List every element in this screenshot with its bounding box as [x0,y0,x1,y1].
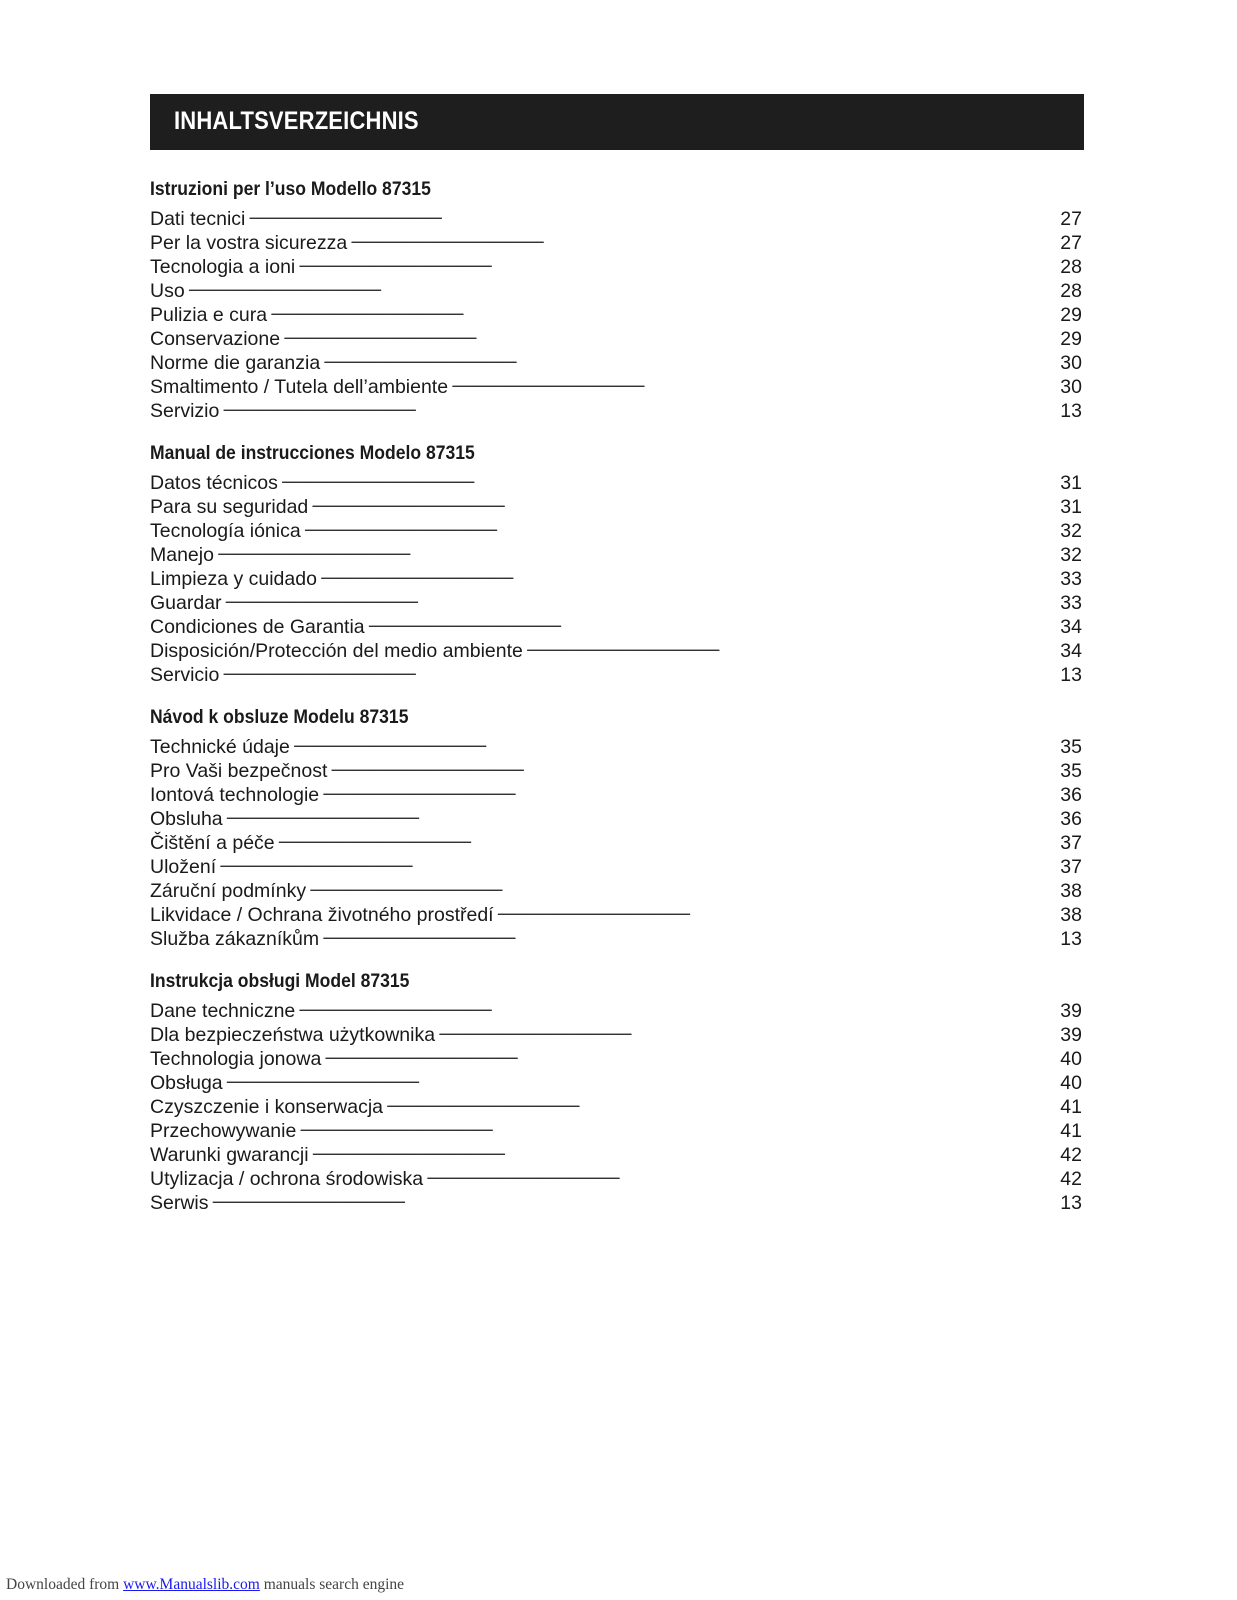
toc-entry-label: Tecnologia a ioni [150,256,296,278]
toc-dot-leader [293,729,1056,753]
toc-entry [150,225,1082,254]
toc-entry-label: Obsluha [150,808,223,830]
toc-entry-label: Manejo [150,544,214,566]
toc-entry-label: Tecnología iónica [150,520,301,542]
toc-section [150,177,1082,422]
toc-entry-label: Warunki gwarancji [150,1144,309,1166]
toc-entry-label: Przechowywanie [150,1120,297,1142]
toc-entry-label: Pulizia e cura [150,304,268,326]
toc-entry-page: 40 [1060,1048,1082,1070]
toc-dot-leader [278,825,1057,849]
toc-entry-page: 37 [1060,832,1082,854]
toc-entry-page: 13 [1060,664,1082,686]
toc-entry-page: 31 [1060,496,1082,518]
toc-entry-label: Smaltimento / Tutela dell’ambiente [150,376,449,398]
toc-entry [150,537,1082,566]
toc-dot-leader [298,249,1056,273]
toc-entry [150,393,1082,422]
toc-entry [150,1089,1082,1118]
toc-entry-page: 38 [1060,880,1082,902]
toc-dot-leader [330,753,1056,777]
toc-entry-label: Condiciones de Garantia [150,616,365,638]
toc-entry-label: Dati tecnici [150,208,246,230]
toc-entry [150,345,1082,374]
toc-dot-leader [226,801,1057,825]
toc-entry-label: Guardar [150,592,222,614]
header-bar [150,94,1084,150]
toc-section [150,441,1082,686]
toc-entry-page: 33 [1060,568,1082,590]
toc-entry-label: Dane techniczne [150,1000,296,1022]
toc-entry [150,801,1082,830]
footer-suffix: manuals search engine [259,1576,405,1593]
toc-dot-leader [426,1161,1056,1185]
toc-entry-label: Iontová technologie [150,784,320,806]
toc-entry [150,201,1082,230]
toc-section-title: Návod k obsluze Modelu 87315 [150,706,409,728]
toc-section-title: Manual de instrucciones Modelo 87315 [150,442,475,464]
toc-entry-page: 39 [1060,1000,1082,1022]
toc-dot-leader [386,1089,1056,1113]
toc-entry-page: 28 [1060,280,1082,302]
toc-entry-label: Norme die garanzia [150,352,321,374]
toc-entry-label: Utylizacja / ochrona środowiska [150,1168,424,1190]
toc-dot-leader [270,297,1056,321]
toc-dot-leader [212,1185,1057,1209]
table-of-contents [150,177,1082,1233]
toc-entry [150,465,1082,494]
toc-section-title: Istruzioni per l’uso Modello 87315 [150,178,431,200]
toc-entry-label: Pro Vaši bezpečnost [150,760,328,782]
toc-dot-leader [281,465,1056,489]
toc-entry [150,489,1082,518]
toc-dot-leader [188,273,1057,297]
toc-dot-leader [226,1065,1057,1089]
toc-dot-leader [438,1017,1056,1041]
toc-entry-label: Servicio [150,664,220,686]
toc-entry-label: Čištění a péče [150,832,275,854]
toc-dot-leader [309,873,1056,897]
toc-entry-page: 30 [1060,376,1082,398]
toc-entry [150,273,1082,302]
toc-entry-label: Serwis [150,1192,209,1214]
toc-entry-label: Dla bezpieczeństwa użytkownika [150,1024,436,1046]
toc-entry [150,297,1082,326]
toc-entry [150,609,1082,638]
toc-entry-page: 33 [1060,592,1082,614]
toc-entry-page: 13 [1060,400,1082,422]
toc-dot-leader [451,369,1056,393]
toc-section-title: Instrukcja obsługi Model 87315 [150,970,410,992]
toc-entry-page: 30 [1060,352,1082,374]
toc-entry-page: 32 [1060,544,1082,566]
toc-entry-label: Záruční podmínky [150,880,307,902]
toc-entry [150,585,1082,614]
toc-entry-page: 35 [1060,760,1082,782]
toc-dot-leader [322,777,1056,801]
toc-entry [150,1185,1082,1214]
toc-entry [150,729,1082,758]
toc-dot-leader [497,897,1057,921]
toc-entry-page: 31 [1060,472,1082,494]
toc-entry-label: Služba zákazníkům [150,928,320,950]
toc-dot-leader [526,633,1056,657]
toc-entry-page: 34 [1060,640,1082,662]
toc-entry-page: 36 [1060,784,1082,806]
toc-dot-leader [222,393,1056,417]
toc-entry [150,1065,1082,1094]
toc-entry-page: 40 [1060,1072,1082,1094]
toc-entry [150,849,1082,878]
toc-entry-page: 39 [1060,1024,1082,1046]
toc-entry [150,993,1082,1022]
toc-entry-page: 37 [1060,856,1082,878]
toc-entry-page: 28 [1060,256,1082,278]
toc-dot-leader [324,1041,1056,1065]
manualslib-link[interactable]: www.Manualslib.com [123,1576,260,1593]
toc-entry-page: 27 [1060,208,1082,230]
toc-dot-leader [298,993,1056,1017]
toc-entry [150,825,1082,854]
toc-entry-page: 29 [1060,304,1082,326]
toc-entry-page: 42 [1060,1144,1082,1166]
toc-entry-page: 41 [1060,1096,1082,1118]
toc-dot-leader [304,513,1057,537]
toc-dot-leader [320,561,1056,585]
toc-entry-label: Likvidace / Ochrana životného prostředí [150,904,494,926]
toc-entry [150,873,1082,902]
toc-dot-leader [222,657,1056,681]
toc-entry-label: Technické údaje [150,736,290,758]
toc-entry-label: Per la vostra sicurezza [150,232,348,254]
toc-entry-label: Uso [150,280,185,302]
toc-dot-leader [299,1113,1056,1137]
toc-entry-label: Uložení [150,856,217,878]
toc-entry-page: 29 [1060,328,1082,350]
toc-dot-leader [322,921,1056,945]
toc-entry [150,321,1082,350]
toc-entry-page: 32 [1060,520,1082,542]
toc-entry-label: Technologia jonowa [150,1048,322,1070]
toc-entry-page: 41 [1060,1120,1082,1142]
toc-dot-leader [225,585,1057,609]
toc-entry [150,657,1082,686]
toc-dot-leader [217,537,1056,561]
toc-entry-label: Czyszczenie i konserwacja [150,1096,384,1118]
toc-entry-page: 27 [1060,232,1082,254]
toc-dot-leader [350,225,1056,249]
toc-entry-label: Conservazione [150,328,281,350]
toc-entry-label: Obsługa [150,1072,223,1094]
toc-entry [150,561,1082,590]
toc-entry-page: 34 [1060,616,1082,638]
toc-dot-leader [312,1137,1057,1161]
toc-entry-page: 36 [1060,808,1082,830]
toc-entry-page: 38 [1060,904,1082,926]
page-title: INHALTSVERZEICHNIS [174,107,419,135]
toc-dot-leader [368,609,1057,633]
toc-dot-leader [248,201,1056,225]
footer [6,1576,404,1594]
toc-section [150,705,1082,950]
toc-entry-label: Limpieza y cuidado [150,568,317,590]
toc-dot-leader [311,489,1056,513]
toc-entry-page: 13 [1060,928,1082,950]
toc-dot-leader [323,345,1056,369]
toc-entry-label: Para su seguridad [150,496,309,518]
toc-section [150,969,1082,1214]
toc-entry-page: 35 [1060,736,1082,758]
toc-dot-leader [283,321,1056,345]
toc-entry-page: 13 [1060,1192,1082,1214]
toc-entry-page: 42 [1060,1168,1082,1190]
toc-entry-label: Disposición/Protección del medio ambiente [150,640,523,662]
toc-entry-label: Datos técnicos [150,472,278,494]
toc-dot-leader [219,849,1056,873]
toc-entry-label: Servizio [150,400,220,422]
footer-prefix: Downloaded from [6,1576,124,1593]
